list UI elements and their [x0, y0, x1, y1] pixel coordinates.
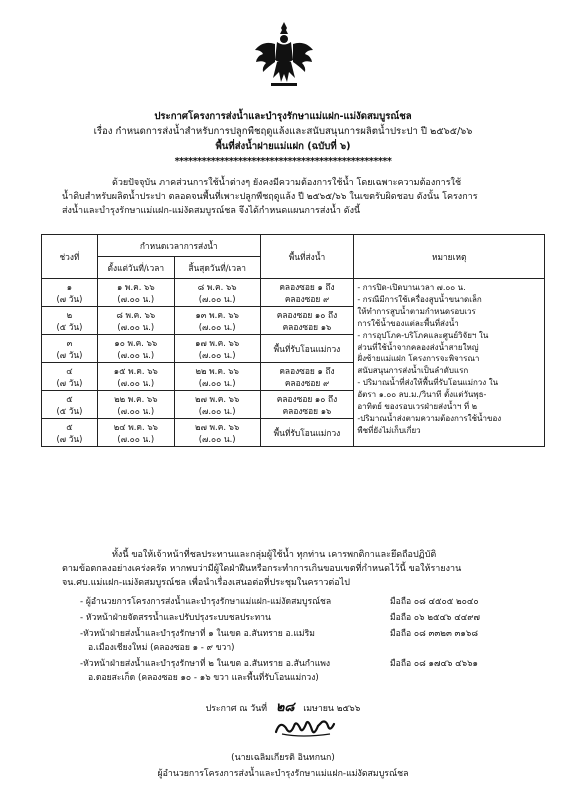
- water-schedule-table: [41, 234, 545, 447]
- signer-name: (นายเฉลิมเกียรติ อินทกนก): [231, 753, 335, 763]
- signature-icon: [272, 712, 338, 742]
- area-cell: คลองซอย ๑๐ ถึง คลองซอย ๑๖: [260, 391, 354, 419]
- end-cell: ๒๗ พ.ค. ๖๖ (๗.๐๐ น.): [174, 419, 260, 447]
- start-cell: ๘ พ.ค. ๖๖ (๗.๐๐ น.): [97, 307, 174, 335]
- start-cell: ๑๕ พ.ค. ๖๖ (๗.๐๐ น.): [97, 363, 174, 391]
- contact-name-line-2: อ.ดอยสะเก็ด (คลองซอย ๑๐ - ๑๖ ขวา และพื้นที่รับโอนแม่กวง): [88, 673, 319, 683]
- end-cell: ๒๒ พ.ค. ๖๖ (๗.๐๐ น.): [174, 363, 260, 391]
- table-row: [42, 279, 545, 307]
- end-cell: ๑๗ พ.ค. ๖๖ (๗.๐๐ น.): [174, 335, 260, 363]
- period-cell: ๕ (๗ วัน): [42, 419, 98, 447]
- start-cell: ๒๔ พ.ค. ๖๖ (๗.๐๐ น.): [97, 419, 174, 447]
- contact-name: -หัวหน้าฝ่ายส่งน้ำและบำรุงรักษาที่ ๒ ในเขต อ.สันทราย อ.สันกำแพง: [80, 659, 331, 669]
- header-end: สิ้นสุดวันที่/เวลา: [174, 257, 260, 279]
- closing-line-3: จน.ศบ.แม่แฝก-แม่งัดสมบูรณ์ชล เพื่อนำเรื่องเสนอต่อที่ประชุมในคราวต่อไป: [62, 578, 350, 588]
- document-area: พื้นที่ส่งน้ำฝายแม่แฝก (ฉบับที่ ๖): [215, 141, 351, 152]
- start-cell: ๒๒ พ.ค. ๖๖ (๗.๐๐ น.): [97, 391, 174, 419]
- header-schedule: กำหนดเวลาการส่งน้ำ: [97, 235, 260, 257]
- contact-phone: มือถือ ๐๘ ๑๗๔๖ ๔๖๖๑: [390, 659, 479, 669]
- header-remarks: หมายเหตุ: [354, 235, 545, 279]
- separator-stars: ************************************************: [174, 156, 392, 167]
- document-title: ประกาศโครงการส่งน้ำและบำรุงรักษาแม่แฝก-แม่งัดสมบูรณ์ชล: [154, 111, 412, 122]
- document-subject: เรื่อง กำหนดการส่งน้ำสำหรับการปลูกพืชฤดูแล้งและสนับสนุนการผลิตน้ำประปา ปี ๒๕๖๕/๖๖: [93, 126, 473, 137]
- start-cell: ๑ พ.ค. ๖๖ (๗.๐๐ น.): [97, 279, 174, 307]
- contact-phone: มือถือ ๐๖ ๒๕๔๖ ๔๔๙๗: [390, 613, 480, 623]
- period-cell: ๔ (๗ วัน): [42, 363, 98, 391]
- contact-name-line-2: อ.เมืองเชียงใหม่ (คลองซอย ๑ - ๙ ขวา): [88, 643, 235, 653]
- contact-name: - ผู้อำนวยการโครงการส่งน้ำและบำรุงรักษาแม่แฝก-แม่งัดสมบูรณ์ชล: [80, 597, 332, 607]
- end-cell: ๘ พ.ค. ๖๖ (๗.๐๐ น.): [174, 279, 260, 307]
- contact-phone: มือถือ ๐๘ ๓๓๒๓ ๓๑๖๘: [390, 629, 478, 639]
- announce-prefix: ประกาศ ณ วันที่: [205, 704, 268, 714]
- signer-position: ผู้อำนวยการโครงการส่งน้ำและบำรุงรักษาแม่แฝก-แม่งัดสมบูรณ์ชล: [157, 769, 409, 779]
- area-cell: คลองซอย ๑ ถึง คลองซอย ๙: [260, 363, 354, 391]
- period-cell: ๒ (๕ วัน): [42, 307, 98, 335]
- area-cell: พื้นที่รับโอนแม่กวง: [260, 335, 354, 363]
- contact-name: -หัวหน้าฝ่ายส่งน้ำและบำรุงรักษาที่ ๑ ในเขต อ.สันทราย อ.แม่ริม: [80, 629, 315, 639]
- contact-phone: มือถือ ๐๘ ๔๕๐๕ ๒๐๔๐: [390, 597, 479, 607]
- header-area: พื้นที่ส่งน้ำ: [260, 235, 354, 279]
- period-cell: ๓ (๗ วัน): [42, 335, 98, 363]
- garuda-emblem-icon: [253, 20, 315, 88]
- period-cell: ๕ (๕ วัน): [42, 391, 98, 419]
- intro-line-1: ด้วยปัจจุบัน ภาคส่วนการใช้น้ำต่างๆ ยังคงมีความต้องการใช้น้ำ โดยเฉพาะความต้องการใช้: [112, 178, 462, 188]
- area-cell: พื้นที่รับโอนแม่กวง: [260, 419, 354, 447]
- closing-line-2: ตามข้อตกลงอย่างเคร่งครัด หากพบว่ามีผู้ใดฝ่าฝืนหรือกระทำการเกินขอบเขตที่กำหนดไว้นี้ ขอให้รายงาน: [62, 564, 462, 574]
- intro-line-2: น้ำดิบสำหรับผลิตน้ำประปา ตลอดจนพื้นที่เพาะปลูกพืชฤดูแล้ง ปี ๒๕๖๕/๖๖ ในเขตรับผิดชอบ ดังนั้น โครงการ: [62, 192, 478, 202]
- end-cell: ๒๗ พ.ค. ๖๖ (๗.๐๐ น.): [174, 391, 260, 419]
- period-cell: ๑ (๗ วัน): [42, 279, 98, 307]
- header-start: ตั้งแต่วันที่/เวลา: [97, 257, 174, 279]
- area-cell: คลองซอย ๑๐ ถึง คลองซอย ๑๖: [260, 307, 354, 335]
- contact-name: - หัวหน้าฝ่ายจัดสรรน้ำและปรับปรุงระบบชลประทาน: [80, 613, 271, 623]
- intro-line-3: ส่งน้ำและบำรุงรักษาแม่แฝก-แม่งัดสมบูรณ์ชล จึงได้กำหนดแผนการส่งน้ำ ดังนี้: [62, 206, 361, 216]
- announce-day: ๒๘: [275, 700, 295, 715]
- closing-line-1: ทั้งนี้ ขอให้เจ้าหน้าที่ชลประทานและกลุ่มผู้ใช้น้ำ ทุกท่าน เคารพกติกาและยึดถือปฏิบัติ: [112, 550, 437, 560]
- remarks-cell: - การปิด-เปิดบานเวลา ๗.๐๐ น. - กรณีมีการใช้เครื่องสูบน้ำขนาดเล็ก ให้ทำการสูบน้ำตามกำหนดรอบเวร การใช้น้ำของแต่ละพื้นที่ส่งน้ำ - การอุปโภค-บริโภคและศูนย์วิจัยฯ ใน ส่วนที่ใช้น้ำจากคลองส่งน้ำสายใหญ่ ฝั่งซ้ายแม่แฝก โครงการจะพิจารณา สนับสนุนการส่งน้ำเป็นลำดับแรก - ปริมาณน้ำที่ส่งให้พื้นที่รับโอนแม่กวง ใน อัตรา ๑.๐๐ ลบ.ม./วินาที ตั้งแต่วันพุธ- อาทิตย์ ของรอบเวรฝ่ายส่งน้ำฯ ที่ ๒ -ปริมาณน้ำส่งตามความต้องการใช้น้ำของ พืชที่ยังไม่เก็บเกี่ยว: [354, 279, 545, 447]
- header-period: ช่วงที่: [42, 235, 98, 279]
- start-cell: ๑๐ พ.ค. ๖๖ (๗.๐๐ น.): [97, 335, 174, 363]
- end-cell: ๑๓ พ.ค. ๖๖ (๗.๐๐ น.): [174, 307, 260, 335]
- area-cell: คลองซอย ๑ ถึง คลองซอย ๙: [260, 279, 354, 307]
- announce-month-year: เมษายน ๒๕๖๖: [303, 704, 361, 714]
